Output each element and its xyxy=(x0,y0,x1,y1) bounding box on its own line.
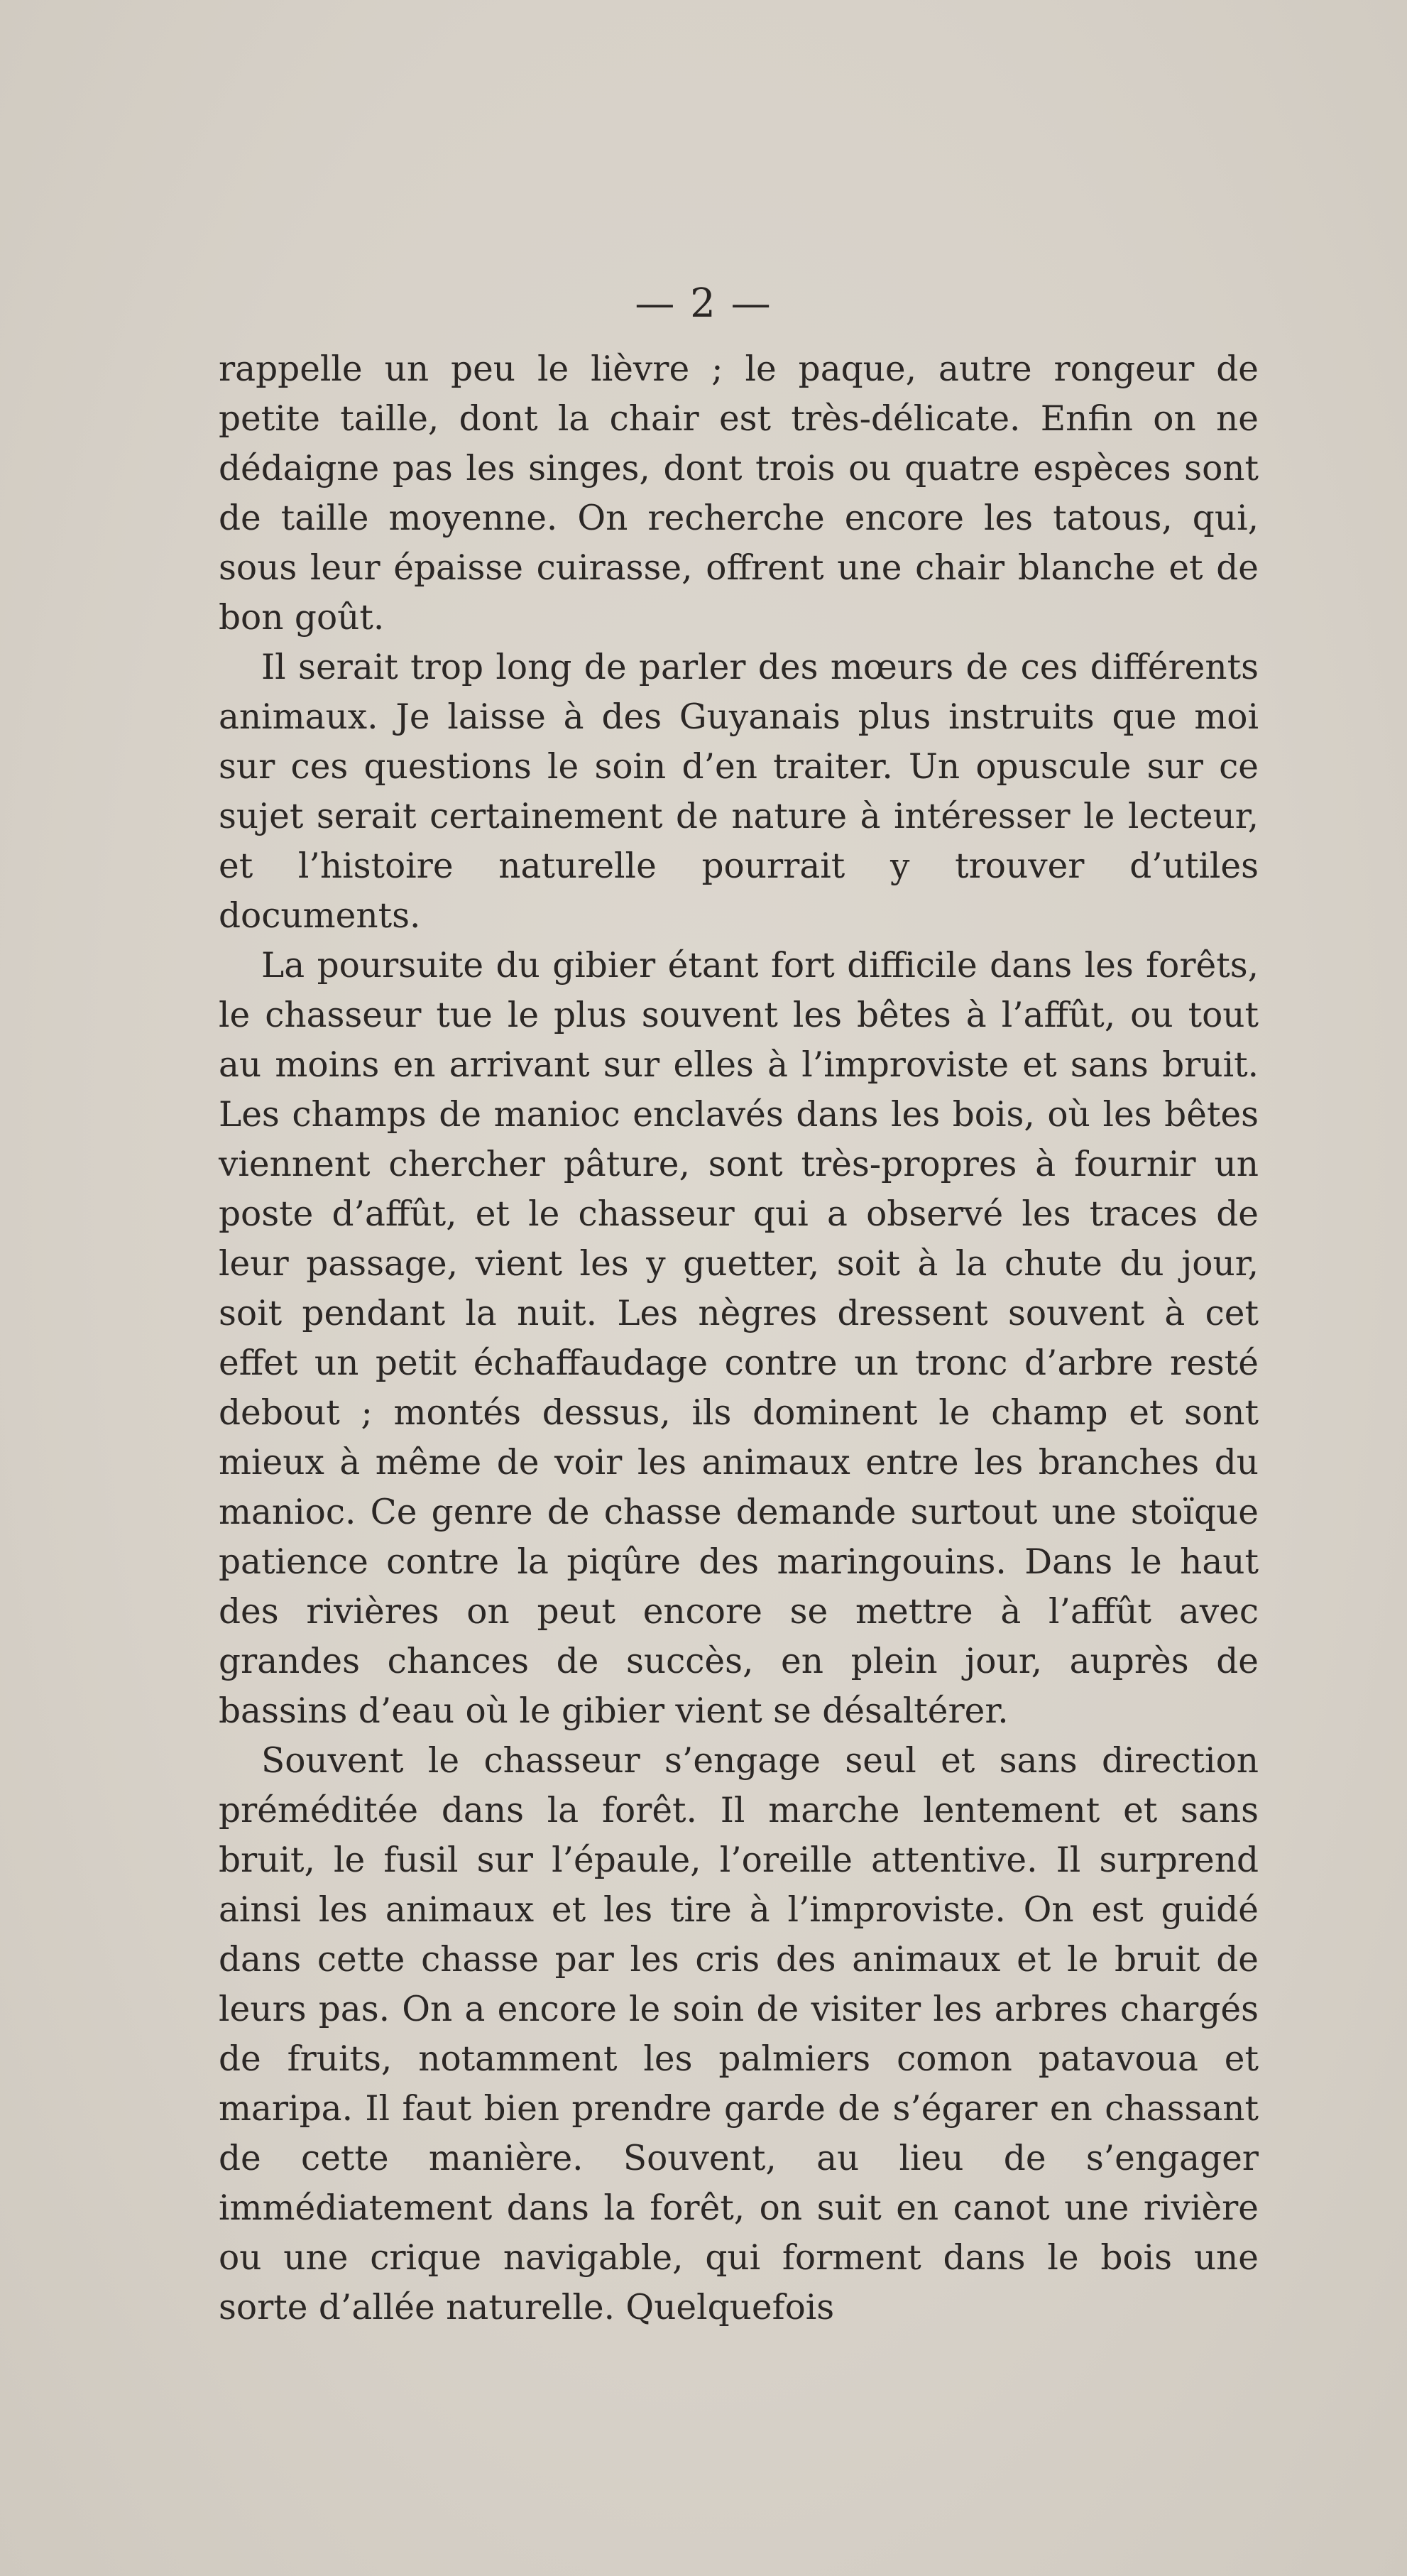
paragraph-2: Il serait trop long de parler des mœurs de ces différents animaux. Je laisse à des Guyanais plus instruits que moi sur ces questions le soin d’en traiter. Un opuscule sur ce sujet serait certainement de nature à intéresser le lecteur, et l’histoire naturelle pourrait y trouver d’utiles documents. xyxy=(219,648,1259,936)
paragraph-1: rappelle un peu le lièvre ; le paque, autre rongeur de petite taille, dont la chair est très-délicate. Enfin on ne dédaigne pas les singes, dont trois ou quatre espèces sont de taille moyenne. On recherche encore les tatous, qui, sous leur épaisse cuirasse, offrent une chair blanche et de bon goût. xyxy=(219,349,1259,638)
page-number: — 2 — xyxy=(635,280,772,327)
body-text xyxy=(219,344,1259,2332)
paragraph-4: Souvent le chasseur s’engage seul et sans direction préméditée dans la forêt. Il marche lentement et sans bruit, le fusil sur l’épaule, l’oreille attentive. Il surprend ainsi les animaux et les tire à l’improviste. On est guidé dans cette chasse par les cris des animaux et le bruit de leurs pas. On a encore le soin de visiter les arbres chargés de fruits, notamment les palmiers comon patavoua et maripa. Il faut bien prendre garde de s’égarer en chassant de cette manière. Souvent, au lieu de s’engager immédiatement dans la forêt, on suit en canot une rivière ou une crique navigable, qui forment dans le bois une sorte d’allée naturelle. Quelquefois xyxy=(219,1741,1259,2327)
paragraph-3: La poursuite du gibier étant fort difficile dans les forêts, le chasseur tue le plus souvent les bêtes à l’affût, ou tout au moins en arrivant sur elles à l’improviste et sans bruit. Les champs de manioc enclavés dans les bois, où les bêtes viennent chercher pâture, sont très-propres à fournir un poste d’affût, et le chasseur qui a observé les traces de leur passage, vient les y guetter, soit à la chute du jour, soit pendant la nuit. Les nègres dressent souvent à cet effet un petit échaffaudage contre un tronc d’arbre resté debout ; montés dessus, ils dominent le champ et sont mieux à même de voir les animaux entre les branches du manioc. Ce genre de chasse demande surtout une stoïque patience contre la piqûre des maringouins. Dans le haut des rivières on peut encore se mettre à l’affût avec grandes chances de succès, en plein jour, auprès de bassins d’eau où le gibier vient se désaltérer. xyxy=(219,946,1259,1731)
